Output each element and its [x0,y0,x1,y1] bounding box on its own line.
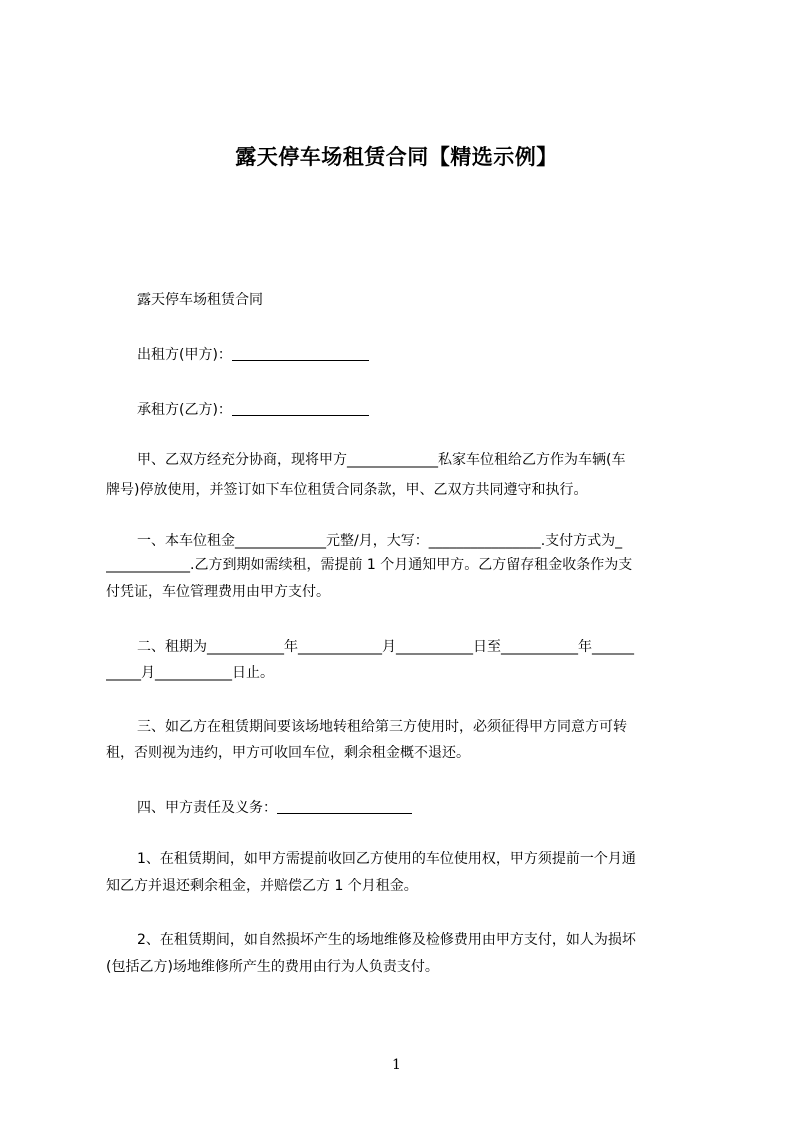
lessor-blank [232,346,369,361]
item-2-line-2: (包括乙方)场地维修所产生的费用由行为人负责支付。 [106,959,439,975]
lessee-line [137,401,701,418]
clause-1-line-2: ____________.乙方到期如需续租，需提前 1 个月通知甲方。乙方留存租金收条作为支 [106,557,633,573]
lessee-blank [232,401,369,416]
item-1-line-1: 1、在租赁期间，如甲方需提前收回乙方使用的车位使用权，甲方须提前一个月通 [137,851,636,867]
intro-line-1: 甲、乙双方经充分协商，现将甲方_____________私家车位租给乙方作为车辆(车 [137,452,626,468]
clause-4-line [137,799,701,816]
clause-1-line-3: 付凭证，车位管理费用由甲方支付。 [106,584,330,600]
lessor-label: 出租方(甲方)： [137,347,232,363]
item-2-line-1: 2、在租赁期间，如自然损坏产生的场地维修及检修费用由甲方支付，如人为损坏 [137,932,636,948]
lessor-line [137,346,701,363]
clause-1-line-1: 一、本车位租金_____________元整/月，大写：________________.支付方式为_ [137,533,623,549]
page-number: 1 [392,1057,401,1073]
contract-subtitle: 露天停车场租赁合同 [137,292,263,308]
item-1-line-2: 知乙方并退还剩余租金，并赔偿乙方 1 个月租金。 [106,878,418,894]
intro-line-2: 牌号)停放使用，并签订如下车位租赁合同条款，甲、乙双方共同遵守和执行。 [106,482,588,498]
lessee-label: 承租方(乙方)： [137,402,232,418]
clause-2-line-2: _____月___________日止。 [106,665,274,681]
clause-3-line-2: 租，否则视为违约，甲方可收回车位，剩余租金概不退还。 [106,745,470,761]
clause-2-line-1: 二、租期为___________年____________月___________日至___________年______ [137,639,634,655]
document-title: 露天停车场租赁合同【精选示例】 [235,145,558,169]
clause-4-blank [277,799,412,814]
clause-4-label: 四、甲方责任及义务： [137,800,277,816]
clause-3-line-1: 三、如乙方在租赁期间要该场地转租给第三方使用时，必须征得甲方同意方可转 [137,719,627,735]
